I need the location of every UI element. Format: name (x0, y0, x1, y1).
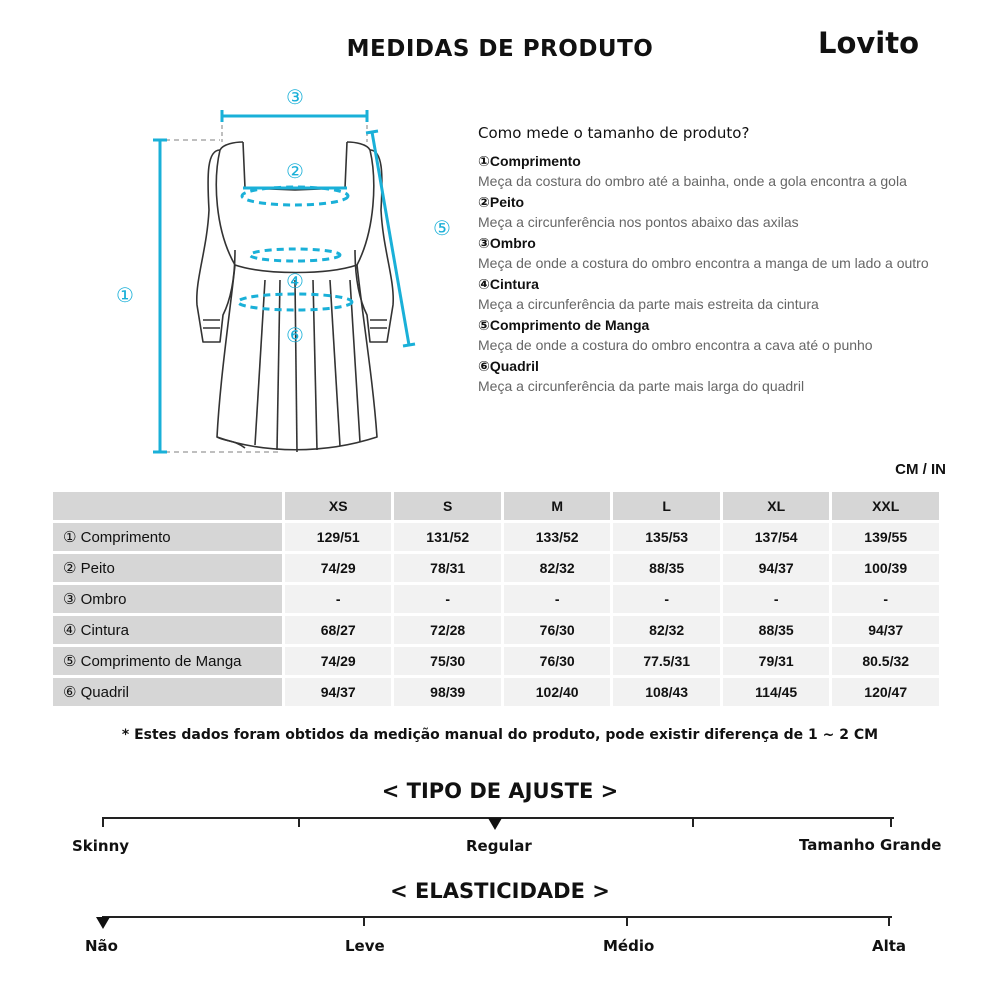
guide-item (478, 152, 948, 191)
garment-diagram (95, 80, 475, 465)
table-row (53, 678, 939, 706)
table-cell: 108/43 (613, 678, 720, 706)
measurement-guide (478, 124, 948, 398)
table-cell: 137/54 (723, 523, 829, 551)
guide-item-desc: Meça a circunferência nos pontos abaixo das axilas (478, 214, 799, 230)
size-header: XS (285, 492, 391, 520)
table-cell: 79/31 (723, 647, 829, 675)
elasticity-tick (888, 916, 890, 926)
table-cell: 75/30 (394, 647, 500, 675)
elasticity-selected-marker (96, 917, 110, 929)
table-cell: 133/52 (504, 523, 610, 551)
elasticity-label-none: Não (85, 937, 118, 955)
elasticity-tick (626, 916, 628, 926)
label-waist: ④ (286, 269, 304, 293)
table-cell: 88/35 (723, 616, 829, 644)
elasticity-tick (363, 916, 365, 926)
guide-item-name: ③Ombro (478, 235, 536, 251)
table-cell: 80.5/32 (832, 647, 939, 675)
table-cell: 82/32 (613, 616, 720, 644)
size-header: XL (723, 492, 829, 520)
table-row (53, 647, 939, 675)
table-cell: - (504, 585, 610, 613)
guide-item-name: ④Cintura (478, 276, 539, 292)
guide-item-desc: Meça a circunferência da parte mais larga do quadril (478, 378, 805, 394)
guide-heading: Como mede o tamanho de produto? (478, 124, 750, 142)
unit-label: CM / IN (895, 461, 946, 478)
guide-item-desc: Meça de onde a costura do ombro encontra a manga de um lado a outro (478, 255, 929, 271)
table-row (53, 554, 939, 582)
fit-label-regular: Regular (466, 837, 532, 855)
table-cell: 135/53 (613, 523, 720, 551)
row-label: ⑥ Quadril (53, 678, 282, 706)
table-cell: 129/51 (285, 523, 391, 551)
table-cell: 68/27 (285, 616, 391, 644)
elasticity-scale-title: < ELASTICIDADE > (390, 879, 610, 903)
table-cell: 98/39 (394, 678, 500, 706)
table-cell: 131/52 (394, 523, 500, 551)
guide-item-desc: Meça de onde a costura do ombro encontra a cava até o punho (478, 337, 873, 353)
table-cell: 100/39 (832, 554, 939, 582)
table-cell: - (832, 585, 939, 613)
fit-tick (298, 817, 300, 827)
table-cell: 120/47 (832, 678, 939, 706)
table-row (53, 523, 939, 551)
size-header: XXL (832, 492, 939, 520)
table-cell: 94/37 (723, 554, 829, 582)
table-cell: - (613, 585, 720, 613)
guide-item-name: ⑤Comprimento de Manga (478, 317, 650, 333)
table-cell: 76/30 (504, 647, 610, 675)
row-label: ③ Ombro (53, 585, 282, 613)
brand-logo: Lovito (818, 26, 920, 60)
table-cell: 74/29 (285, 647, 391, 675)
table-cell: 76/30 (504, 616, 610, 644)
label-shoulder: ③ (286, 85, 304, 109)
row-label: ⑤ Comprimento de Manga (53, 647, 282, 675)
measurement-note: * Estes dados foram obtidos da medição manual do produto, pode existir diferença de 1 ~ 2 CM (121, 727, 879, 743)
fit-label-oversize: Tamanho Grande (799, 836, 942, 854)
elasticity-scale-line (102, 916, 892, 918)
label-chest: ② (286, 159, 304, 183)
guide-item (478, 316, 948, 355)
table-corner (53, 492, 282, 520)
table-cell: 78/31 (394, 554, 500, 582)
fit-tick (692, 817, 694, 827)
fit-scale-title: < TIPO DE AJUSTE > (381, 779, 619, 803)
guide-item-name: ②Peito (478, 194, 525, 210)
size-header: M (504, 492, 610, 520)
label-length: ① (116, 283, 134, 307)
row-label: ① Comprimento (53, 523, 282, 551)
fit-selected-marker (488, 818, 502, 830)
table-row (53, 585, 939, 613)
size-table (50, 489, 942, 709)
table-cell: 74/29 (285, 554, 391, 582)
fit-tick (102, 817, 104, 827)
guide-item (478, 234, 948, 273)
guide-item-desc: Meça a circunferência da parte mais estreita da cintura (478, 296, 819, 312)
guide-item (478, 193, 948, 232)
row-label: ④ Cintura (53, 616, 282, 644)
fit-tick (890, 817, 892, 827)
table-cell: - (723, 585, 829, 613)
guide-item (478, 357, 948, 396)
guide-item (478, 275, 948, 314)
table-cell: 94/37 (285, 678, 391, 706)
table-cell: - (285, 585, 391, 613)
page-title: MEDIDAS DE PRODUTO (346, 36, 654, 62)
table-cell: 72/28 (394, 616, 500, 644)
guide-item-name: ①Comprimento (478, 153, 581, 169)
size-header: L (613, 492, 720, 520)
table-cell: 139/55 (832, 523, 939, 551)
guide-item-name: ⑥Quadril (478, 358, 539, 374)
elasticity-label-medium: Médio (603, 937, 655, 955)
elasticity-label-light: Leve (345, 937, 385, 955)
table-cell: 82/32 (504, 554, 610, 582)
table-row (53, 616, 939, 644)
table-cell: 94/37 (832, 616, 939, 644)
elasticity-label-high: Alta (872, 937, 907, 955)
guide-item-desc: Meça da costura do ombro até a bainha, onde a gola encontra a gola (478, 173, 907, 189)
label-sleeve: ⑤ (433, 216, 451, 240)
size-header: S (394, 492, 500, 520)
table-header-row (53, 492, 939, 520)
table-cell: 114/45 (723, 678, 829, 706)
fit-label-skinny: Skinny (72, 837, 130, 855)
table-cell: - (394, 585, 500, 613)
table-cell: 102/40 (504, 678, 610, 706)
row-label: ② Peito (53, 554, 282, 582)
dress-illustration (95, 80, 475, 465)
table-cell: 77.5/31 (613, 647, 720, 675)
label-hip: ⑥ (286, 323, 304, 347)
table-cell: 88/35 (613, 554, 720, 582)
